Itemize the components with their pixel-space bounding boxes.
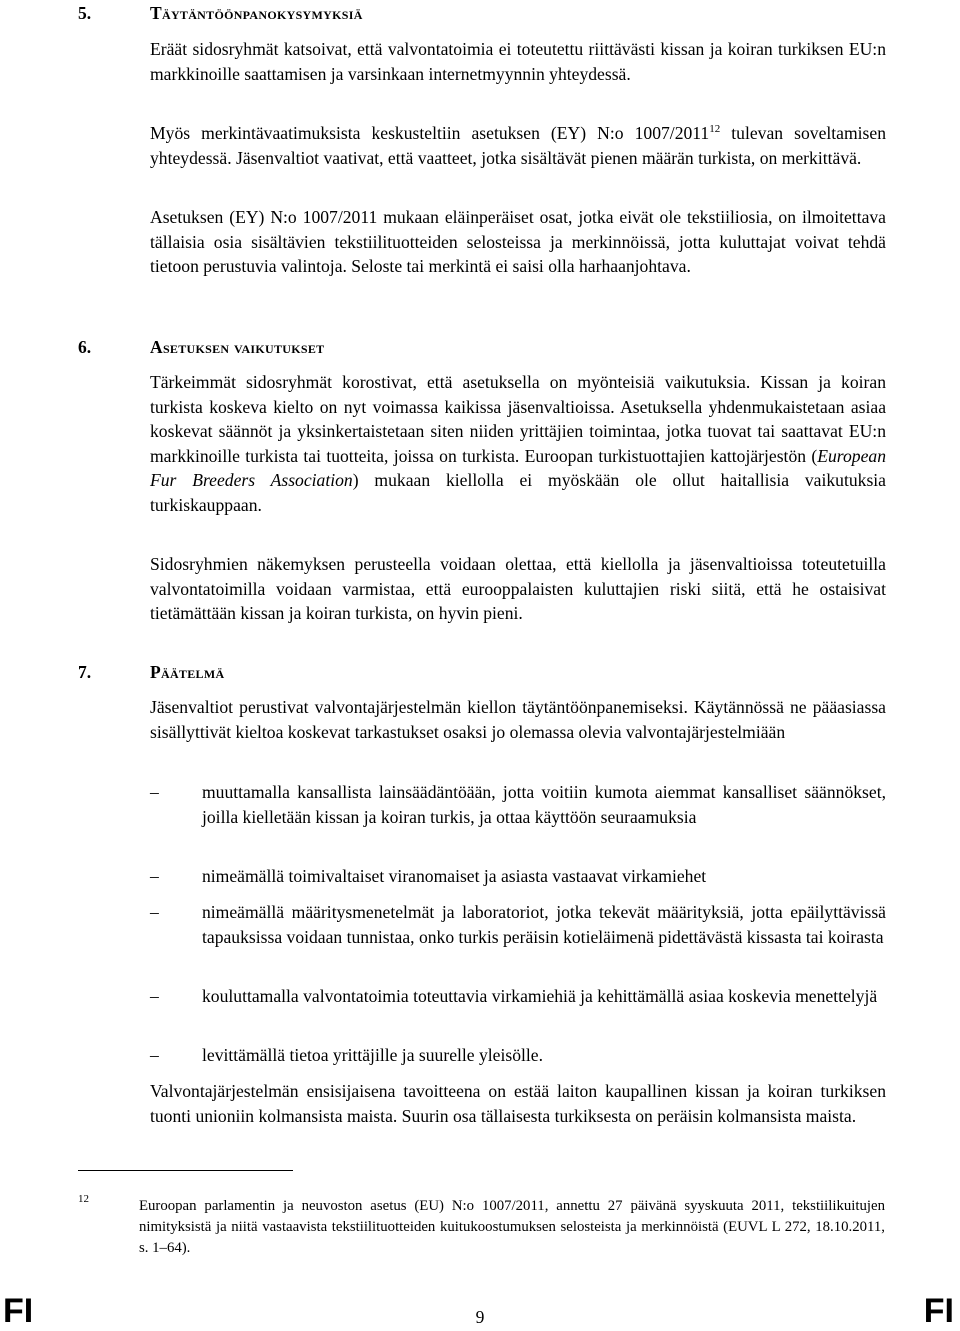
text-run: Tärkeimmät sidosryhmät korostivat, että asetuksella on myönteisiä vaikutuksia. Kissan ja koiran turkista koskeva kielto on nyt voimassa kaikissa jäsenvaltioissa. Asetuksella yhdenmukaistetaan asiaa koskevat säännöt ja yksinkertaistetaan siten niiden yrittäjien toimintaa, jotka tuovat tai saattavat EU:n markkinoille turkista tai tuotteita, joissa on turkista. Euroopan turkistuottajien kattojärjestön ( (150, 372, 886, 466)
paragraph: Jäsenvaltiot perustivat valvontajärjestelmän kiellon täytäntöönpanemiseksi. Käytännössä ne pääasiassa sisällyttivät kieltoa koskevat tarkastukset osaksi jo olemassa olevia valvontajärjestelmiään (150, 697, 886, 742)
language-code-right: FI (923, 1292, 954, 1330)
list-item-text: muuttamalla kansallista lainsäädäntöään, jotta voitiin kumota aiemmat kansalliset säännökset, joilla kielletään kissan ja koiran turkis, ja ottaa käyttöön seuraamuksia (202, 782, 886, 827)
section-6-heading (78, 337, 324, 358)
italic-organization-name: European Fur Breeders Association (150, 445, 886, 490)
section-number: 5. (78, 3, 92, 23)
section-number: 6. (78, 337, 92, 357)
list-item-text: nimeämällä toimivaltaiset viranomaiset ja asiasta vastaavat virkamiehet (202, 866, 707, 886)
paragraph: Eräät sidosryhmät katsoivat, että valvontatoimia ei toteutettu riittävästi kissan ja koiran turkiksen EU:n markkinoille saattamisen ja varsinkaan internetmyynnin yhteydessä. (150, 39, 886, 84)
section-title: Asetuksen vaikutukset (150, 337, 325, 357)
footnote-ref[interactable]: 12 (709, 123, 721, 135)
list-item (150, 900, 886, 949)
section-number: 7. (78, 662, 92, 682)
footnote-number: 12 (78, 1193, 89, 1205)
text-run: Myös merkintävaatimuksista keskusteltiin asetuksen (EY) N:o 1007/2011 (150, 123, 710, 143)
dash-marker: – (150, 782, 159, 802)
footnote-text: Euroopan parlamentin ja neuvoston asetus (EU) N:o 1007/2011, annettu 27 päivänä syyskuuta 2011, tekstiilikuitujen nimityksistä ja niitä vastaavista tekstiilituotteiden kuitukoostumuksen selosteista ja merkinnöistä (EUVL L 272, 18.10.2011, s. 1–64). (139, 1198, 885, 1256)
list-item-text: nimeämällä määritysmenetelmät ja laboratoriot, jotka tekevät määrityksiä, jotta epäilyttävissä tapauksissa voidaan tunnistaa, onko turkis peräisin kotieläimenä pidettävästä kissasta tai koirasta (202, 902, 886, 947)
dash-marker: – (150, 1045, 159, 1065)
text-run: ) mukaan kiellolla ei myöskään ole ollut haitallisia vaikutuksia turkiskauppaan. (150, 470, 886, 515)
list-item (150, 780, 886, 829)
paragraph-with-footnote-ref (150, 121, 886, 170)
language-code-left: FI (3, 1292, 34, 1330)
dash-marker: – (150, 866, 159, 886)
section-5-heading (78, 3, 363, 24)
dash-marker: – (150, 986, 159, 1006)
paragraph: Valvontajärjestelmän ensisijaisena tavoitteena on estää laiton kaupallinen kissan ja koiran turkiksen tuonti unioniin kolmansista maista. Suurin osa tällaisesta turkiksesta on peräisin kolmansista maista. (150, 1081, 886, 1126)
list-item (150, 984, 886, 1009)
section-7-heading (78, 662, 224, 683)
text-run: tulevan soveltamisen yhteydessä. Jäsenvaltiot vaativat, että vaatteet, jotka sisältävät pienen määrän turkista, on merkittävä. (150, 123, 886, 168)
paragraph: Sidosryhmien näkemyksen perusteella voidaan olettaa, että kiellolla ja jäsenvaltioissa toteutetuilla valvontatoimilla voidaan varmistaa, että eurooppalaisten kuluttajien riski siitä, että he ostaisivat tietämättään kissan ja koiran turkista, on hyvin pieni. (150, 554, 886, 623)
paragraph-with-italic (150, 370, 886, 517)
list-item-text: levittämällä tietoa yrittäjille ja suurelle yleisölle. (202, 1045, 544, 1065)
footnote-separator (78, 1170, 293, 1171)
section-title: Päätelmä (150, 662, 225, 682)
section-title: Täytäntöönpanokysymyksiä (150, 3, 363, 23)
list-item-text: kouluttamalla valvontatoimia toteuttavia virkamiehiä ja kehittämällä asiaa koskevia menettelyjä (202, 986, 878, 1006)
list-item (150, 1043, 886, 1068)
dash-marker: – (150, 902, 159, 922)
page-number: 9 (475, 1307, 485, 1327)
paragraph: Asetuksen (EY) N:o 1007/2011 mukaan eläinperäiset osat, jotka eivät ole tekstiiliosia, on ilmoitettava tällaisia osia sisältävien tekstiilituotteiden selosteissa ja merkinnöissä, jotta kuluttajat voivat tehdä tietoon perustuvia valintoja. Seloste tai merkintä ei saisi olla harhaanjohtava. (150, 207, 886, 276)
list-item (150, 864, 886, 889)
